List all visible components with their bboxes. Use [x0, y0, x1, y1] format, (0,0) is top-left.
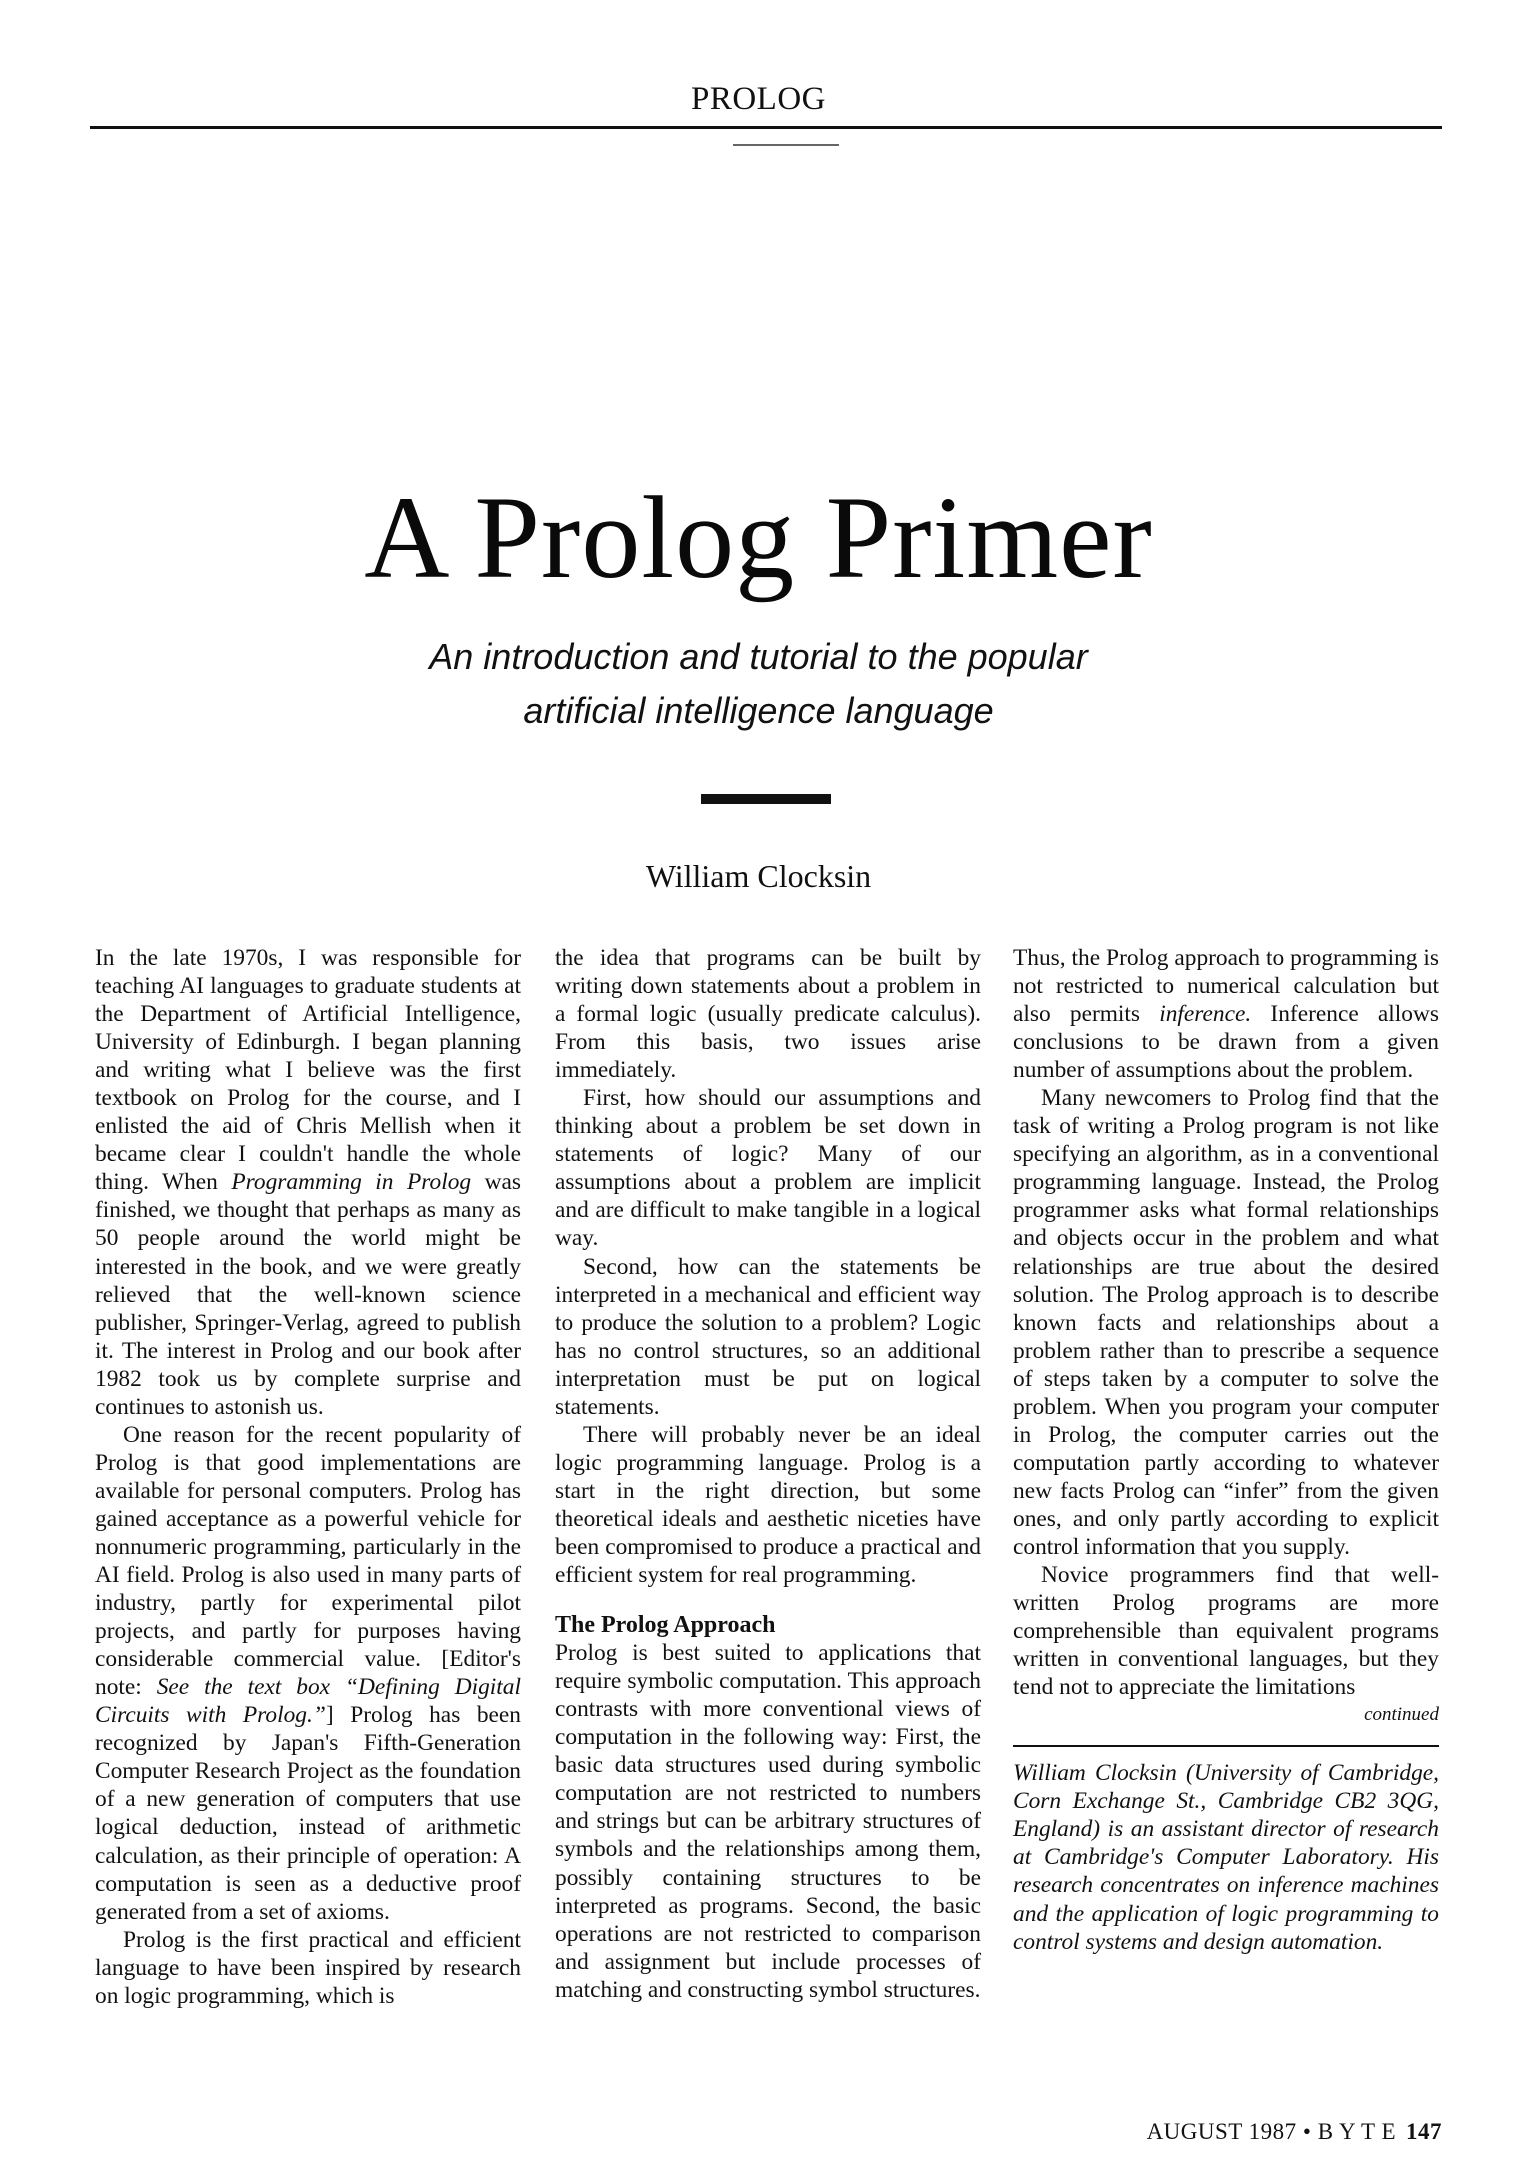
byline: William Clocksin: [645, 858, 872, 894]
issue-label: AUGUST 1987 • B Y T E: [1146, 2119, 1396, 2144]
bio-rule: [1013, 1745, 1439, 1747]
deck-line-1: An introduction and tutorial to the popular: [429, 636, 1088, 677]
section-label: PROLOG: [690, 81, 827, 117]
emphasis: inference.: [1159, 1001, 1252, 1028]
editor-note: See the text box “Defining Digital Circuits with Prolog.”: [95, 1674, 522, 1729]
paragraph: There will probably never be an ideal logic programming language. Prolog is a start in the right direction, but some theoretical ideals and aesthetic niceties have been compromised to produce a practical and efficient system for real programming.: [555, 1421, 981, 1589]
author-bio: William Clocksin (University of Cambridge, Corn Exchange St., Cambridge CB2 3QG, England) is an assistant director of research at Cambridge's Computer Laboratory. His research concentrates on inference machines and the application of logic programming to control systems and design automation.: [1013, 1760, 1439, 1955]
deck-line-2: artificial intelligence language: [523, 690, 994, 731]
continued-label: continued: [1364, 1704, 1439, 1726]
paragraph: First, how should our assumptions and thinking about a problem be set down in statements of logic? Many of our assumptions about a problem are implicit and are difficult to make tangible in a logical way.: [555, 1085, 981, 1252]
paragraph: Thus, the Prolog approach to programming is not restricted to numerical calculation but also permits inference. Inference allows conclusions to be drawn from a given number of assumptions about the problem.: [1013, 945, 1439, 1084]
column-2: [555, 944, 981, 2004]
header-rule: [90, 126, 1442, 129]
page-footer: [1147, 2118, 1442, 2146]
header-sub-rule: [733, 144, 839, 146]
paragraph: Novice programmers find that well-written Prolog programs are more comprehensible than equivalent programs written in conventional languages, but they tend not to appreciate the limitations: [1013, 1562, 1439, 1701]
title-divider: [701, 794, 831, 804]
column-3: [1013, 944, 1439, 1956]
section-heading: The Prolog Approach: [555, 1612, 776, 1639]
column-1: [95, 944, 521, 2010]
book-title: Programming in Prolog: [231, 1169, 472, 1196]
page-number: 147: [1406, 2119, 1442, 2144]
paragraph: Many newcomers to Prolog find that the task of writing a Prolog program is not like specifying an algorithm, as in a conventional programming language. Instead, the Prolog programmer asks what formal relationships and objects occur in the problem and what relationships are true about the desired solution. The Prolog approach is to describe known facts and relationships about a problem rather than to prescribe a sequence of steps taken by a computer to solve the problem. When you program your computer in Prolog, the computer carries out the computation partly according to whatever new facts Prolog can “infer” from the given ones, and only partly according to explicit control information that you supply.: [1013, 1085, 1439, 1560]
paragraph: Prolog is the first practical and efficient language to have been inspired by research on logic programming, which is: [95, 1926, 521, 2009]
paragraph: Prolog is best suited to applications that require symbolic computation. This approach contrasts with more conventional views of computation in the following way: First, the basic data structures used during symbolic computation are not restricted to numbers and strings but can be arbitrary structures of symbols and the relationships among them, possibly containing structures to be interpreted as programs. Second, the basic operations are not restricted to comparison and assignment but include processes of matching and constructing symbol structures.: [555, 1640, 981, 2003]
paragraph: the idea that programs can be built by writing down statements about a problem in a formal logic (usually predicate calculus). From this basis, two issues arise immediately.: [555, 945, 981, 1084]
article-title: A Prolog Primer: [364, 472, 1153, 603]
paragraph: Second, how can the statements be interpreted in a mechanical and efficient way to produce the solution to a problem? Logic has no control structures, so an additional interpretation must be put on logical statements.: [555, 1253, 981, 1420]
paragraph: In the late 1970s, I was responsible for teaching AI languages to graduate students at the Department of Artificial Intelligence, University of Edinburgh. I began planning and writing what I believe was the first textbook on Prolog for the course, and I enlisted the aid of Chris Mellish when it became clear I couldn't handle the whole thing. When Programming in Prolog was finished, we thought that perhaps as many as 50 people around the world might be interested in the book, and we were greatly relieved that the well-known science publisher, Springer-Verlag, agreed to publish it. The interest in Prolog and our book after 1982 took us by complete surprise and continues to astonish us.: [95, 945, 521, 1420]
article-deck: [300, 630, 1217, 738]
paragraph: One reason for the recent popularity of Prolog is that good implementations are available for personal computers. Prolog has gained acceptance as a powerful vehicle for nonnumeric programming, particularly in the AI field. Prolog is also used in many parts of industry, partly for experimental pilot projects, and partly for purposes having considerable commercial value. [Editor's note: See the text box “Defining Digital Circuits with Prolog.”] Prolog has been recognized by Japan's Fifth-Generation Computer Research Project as the foundation of a new generation of computers that use logical deduction, instead of arithmetic calculation, as their principle of operation: A computation is seen as a deductive proof generated from a set of axioms.: [95, 1421, 522, 1925]
